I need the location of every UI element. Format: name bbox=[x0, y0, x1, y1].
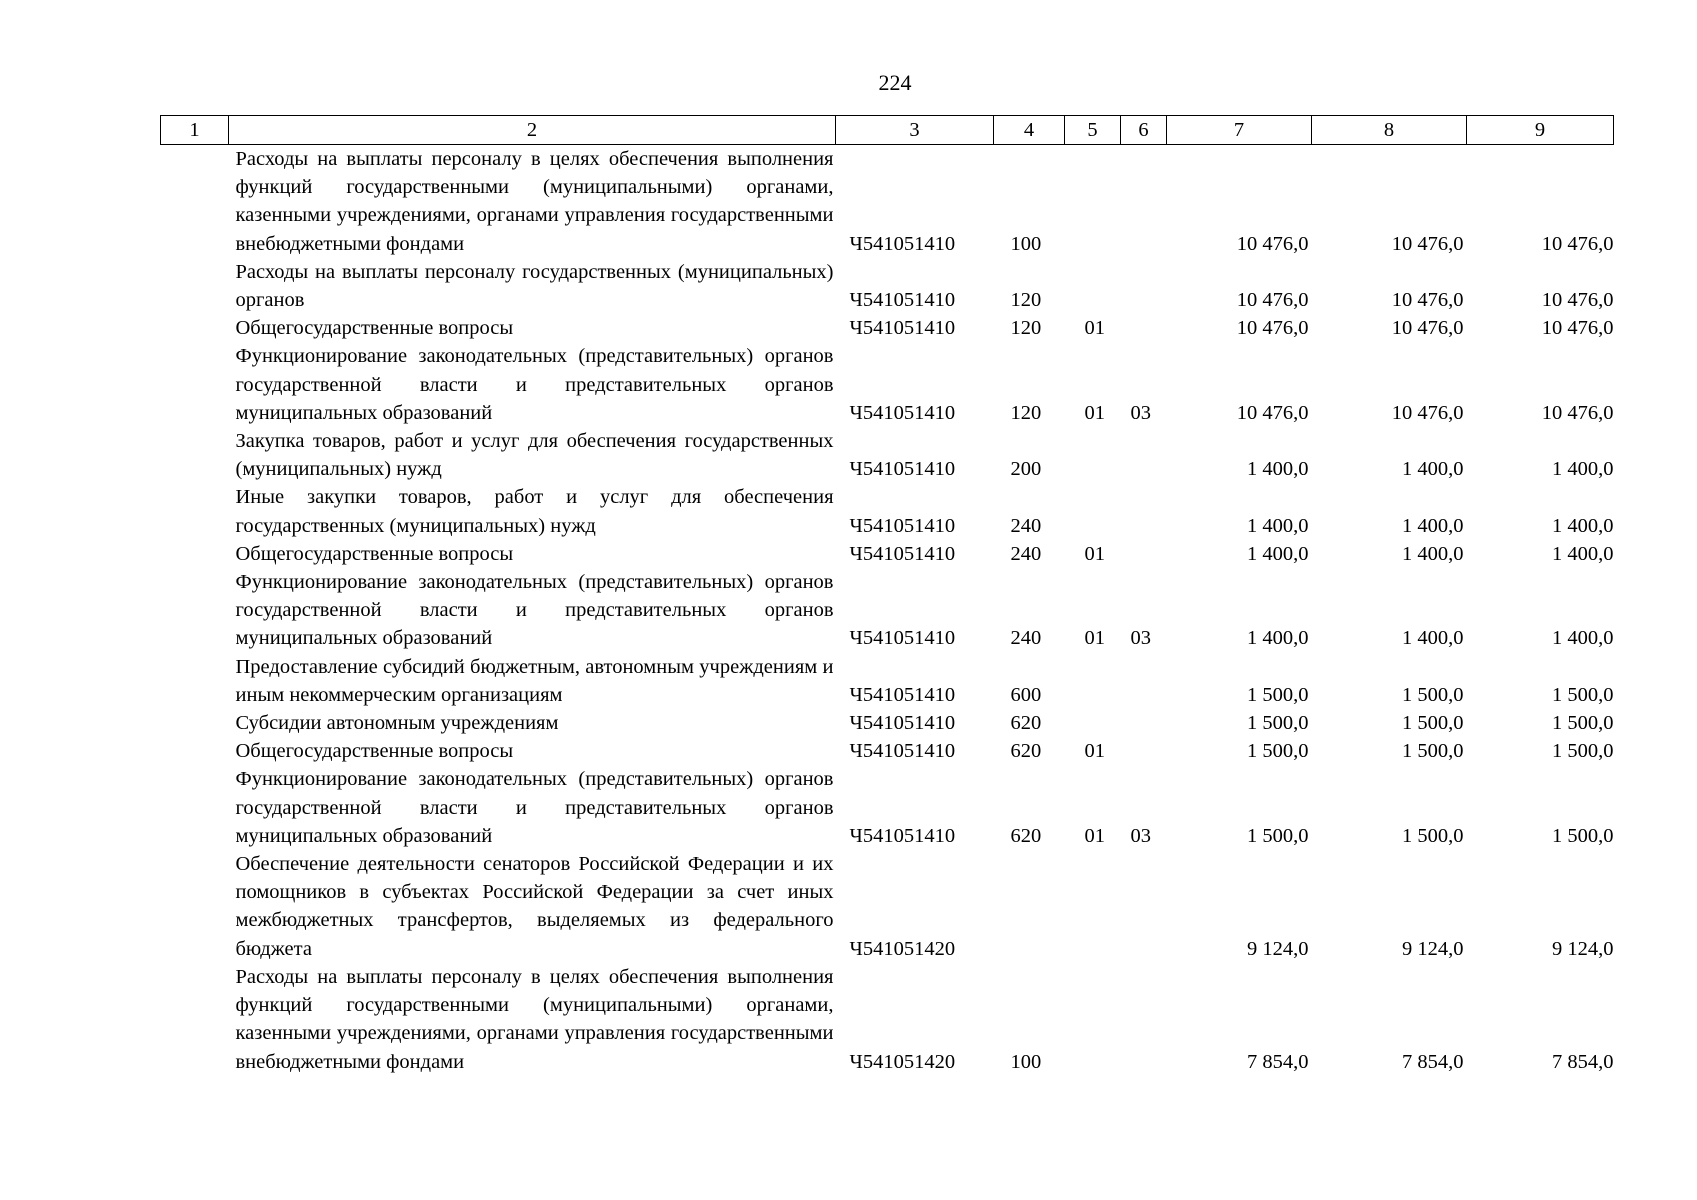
cell-blank bbox=[161, 258, 229, 314]
cell-name: Обеспечение деятельности сенаторов Российской Федерации и их помощников в субъектах Российской Федерации за счет иных межбюджетных трансфертов, выделяемых из федерального бюджета bbox=[235, 853, 834, 960]
cell-subsection bbox=[1121, 850, 1167, 963]
cell-blank bbox=[161, 427, 229, 483]
cell-expense-type: 620 bbox=[1010, 712, 1042, 735]
cell-amount-col9: 1 400,0 bbox=[1552, 458, 1614, 481]
cell-amount-col9: 10 476,0 bbox=[1541, 289, 1614, 312]
table-row bbox=[161, 963, 1614, 1076]
cell-subsection bbox=[1121, 540, 1167, 568]
header-row bbox=[161, 116, 1614, 145]
cell-amount-col7: 7 854,0 bbox=[1247, 1050, 1309, 1073]
cell-blank bbox=[161, 540, 229, 568]
table-row bbox=[161, 314, 1614, 342]
table-row bbox=[161, 540, 1614, 568]
cell-target-article: Ч541051420 bbox=[849, 937, 956, 960]
cell-amount-col9: 10 476,0 bbox=[1541, 401, 1614, 424]
cell-amount-col9: 7 854,0 bbox=[1552, 1050, 1614, 1073]
cell-subsection bbox=[1121, 709, 1167, 737]
cell-target-article: Ч541051410 bbox=[849, 317, 956, 340]
cell-subsection: 03 bbox=[1130, 824, 1151, 847]
cell-name: Субсидии автономным учреждениям bbox=[235, 712, 559, 735]
cell-subsection bbox=[1121, 963, 1167, 1076]
table-header bbox=[161, 116, 1614, 145]
cell-target-article: Ч541051410 bbox=[849, 824, 956, 847]
cell-name: Общегосударственные вопросы bbox=[235, 317, 514, 340]
cell-subsection: 03 bbox=[1130, 401, 1151, 424]
cell-subsection: 03 bbox=[1130, 627, 1151, 650]
header-col-3: 3 bbox=[836, 116, 994, 145]
cell-amount-col8: 10 476,0 bbox=[1391, 289, 1464, 312]
cell-blank bbox=[161, 568, 229, 653]
cell-blank bbox=[161, 483, 229, 539]
cell-target-article: Ч541051410 bbox=[849, 627, 956, 650]
cell-section bbox=[1065, 145, 1121, 258]
header-col-7: 7 bbox=[1167, 116, 1312, 145]
cell-section bbox=[1065, 709, 1121, 737]
cell-amount-col7: 10 476,0 bbox=[1236, 289, 1309, 312]
cell-amount-col8: 7 854,0 bbox=[1402, 1050, 1464, 1073]
table-row bbox=[161, 850, 1614, 963]
cell-expense-type bbox=[994, 850, 1065, 963]
cell-section bbox=[1065, 653, 1121, 709]
cell-target-article: Ч541051410 bbox=[849, 289, 956, 312]
cell-name: Предоставление субсидий бюджетным, автономным учреждениям и иным некоммерческим организациям bbox=[235, 655, 834, 706]
cell-subsection bbox=[1121, 427, 1167, 483]
cell-amount-col7: 10 476,0 bbox=[1236, 232, 1309, 255]
cell-expense-type: 120 bbox=[1010, 317, 1042, 340]
budget-table bbox=[160, 115, 1614, 1076]
cell-amount-col7: 1 400,0 bbox=[1247, 458, 1309, 481]
cell-expense-type: 620 bbox=[1010, 824, 1042, 847]
table-body bbox=[161, 145, 1614, 1076]
cell-name: Функционирование законодательных (представительных) органов государственной власти и представительных органов муниципальных образований bbox=[235, 768, 834, 847]
cell-blank bbox=[161, 653, 229, 709]
cell-amount-col8: 10 476,0 bbox=[1391, 401, 1464, 424]
cell-amount-col7: 1 500,0 bbox=[1247, 712, 1309, 735]
cell-section: 01 bbox=[1084, 740, 1105, 763]
header-col-1: 1 bbox=[161, 116, 229, 145]
cell-section: 01 bbox=[1084, 401, 1105, 424]
cell-name: Расходы на выплаты персоналу в целях обеспечения выполнения функций государственными (муниципальными) органами, казенными учреждениями, органами управления государственными внебюджетными фондами bbox=[235, 965, 834, 1073]
table-row bbox=[161, 653, 1614, 709]
cell-amount-col8: 1 400,0 bbox=[1402, 514, 1464, 537]
cell-blank bbox=[161, 314, 229, 342]
cell-subsection bbox=[1121, 653, 1167, 709]
table-row bbox=[161, 737, 1614, 765]
cell-expense-type: 100 bbox=[1010, 1050, 1042, 1073]
cell-amount-col9: 10 476,0 bbox=[1541, 232, 1614, 255]
cell-amount-col7: 1 500,0 bbox=[1247, 824, 1309, 847]
cell-amount-col9: 1 500,0 bbox=[1552, 712, 1614, 735]
cell-blank bbox=[161, 145, 229, 258]
cell-target-article: Ч541051410 bbox=[849, 712, 956, 735]
cell-blank bbox=[161, 342, 229, 427]
table-row bbox=[161, 258, 1614, 314]
cell-subsection bbox=[1121, 314, 1167, 342]
cell-section: 01 bbox=[1084, 317, 1105, 340]
cell-amount-col9: 1 400,0 bbox=[1552, 514, 1614, 537]
cell-amount-col8: 9 124,0 bbox=[1402, 937, 1464, 960]
cell-target-article: Ч541051410 bbox=[849, 542, 956, 565]
cell-blank bbox=[161, 709, 229, 737]
cell-amount-col9: 1 400,0 bbox=[1552, 627, 1614, 650]
cell-name: Расходы на выплаты персоналу в целях обеспечения выполнения функций государственными (муниципальными) органами, казенными учреждениями, органами управления государственными внебюджетными фондами bbox=[235, 148, 834, 255]
cell-amount-col8: 1 500,0 bbox=[1402, 683, 1464, 706]
cell-expense-type: 120 bbox=[1010, 289, 1042, 312]
cell-name: Иные закупки товаров, работ и услуг для обеспечения государственных (муниципальных) нужд bbox=[235, 486, 834, 537]
table-row bbox=[161, 145, 1614, 258]
header-col-5: 5 bbox=[1065, 116, 1121, 145]
cell-amount-col9: 1 500,0 bbox=[1552, 683, 1614, 706]
cell-expense-type: 240 bbox=[1010, 627, 1042, 650]
cell-amount-col9: 1 500,0 bbox=[1552, 740, 1614, 763]
cell-target-article: Ч541051410 bbox=[849, 683, 956, 706]
cell-amount-col8: 1 500,0 bbox=[1402, 712, 1464, 735]
table-row bbox=[161, 342, 1614, 427]
cell-amount-col7: 1 400,0 bbox=[1247, 542, 1309, 565]
cell-target-article: Ч541051420 bbox=[849, 1050, 956, 1073]
cell-amount-col7: 1 400,0 bbox=[1247, 514, 1309, 537]
cell-amount-col7: 9 124,0 bbox=[1247, 937, 1309, 960]
cell-expense-type: 100 bbox=[1010, 232, 1042, 255]
cell-amount-col8: 1 400,0 bbox=[1402, 627, 1464, 650]
page-number: 224 bbox=[878, 70, 912, 95]
table-row bbox=[161, 427, 1614, 483]
cell-section: 01 bbox=[1084, 824, 1105, 847]
cell-amount-col8: 1 500,0 bbox=[1402, 740, 1464, 763]
cell-amount-col9: 9 124,0 bbox=[1552, 937, 1614, 960]
cell-target-article: Ч541051410 bbox=[849, 740, 956, 763]
cell-target-article: Ч541051410 bbox=[849, 232, 956, 255]
cell-target-article: Ч541051410 bbox=[849, 514, 956, 537]
header-col-2: 2 bbox=[229, 116, 836, 145]
cell-name: Функционирование законодательных (представительных) органов государственной власти и представительных органов муниципальных образований bbox=[235, 571, 834, 650]
cell-expense-type: 240 bbox=[1010, 542, 1042, 565]
cell-amount-col9: 10 476,0 bbox=[1541, 317, 1614, 340]
cell-section bbox=[1065, 427, 1121, 483]
cell-section bbox=[1065, 258, 1121, 314]
cell-amount-col8: 10 476,0 bbox=[1391, 317, 1464, 340]
cell-name: Общегосударственные вопросы bbox=[235, 542, 514, 565]
cell-section bbox=[1065, 963, 1121, 1076]
cell-amount-col9: 1 500,0 bbox=[1552, 824, 1614, 847]
cell-target-article: Ч541051410 bbox=[849, 401, 956, 424]
cell-subsection bbox=[1121, 258, 1167, 314]
header-col-9: 9 bbox=[1467, 116, 1614, 145]
cell-amount-col7: 10 476,0 bbox=[1236, 401, 1309, 424]
cell-amount-col8: 1 500,0 bbox=[1402, 824, 1464, 847]
cell-amount-col7: 1 500,0 bbox=[1247, 740, 1309, 763]
header-col-6: 6 bbox=[1121, 116, 1167, 145]
cell-section: 01 bbox=[1084, 542, 1105, 565]
header-col-8: 8 bbox=[1312, 116, 1467, 145]
cell-name: Закупка товаров, работ и услуг для обеспечения государственных (муниципальных) нужд bbox=[235, 430, 834, 481]
cell-amount-col8: 1 400,0 bbox=[1402, 542, 1464, 565]
cell-name: Общегосударственные вопросы bbox=[235, 740, 514, 763]
table-row bbox=[161, 483, 1614, 539]
table-row bbox=[161, 568, 1614, 653]
cell-blank bbox=[161, 850, 229, 963]
cell-amount-col9: 1 400,0 bbox=[1552, 542, 1614, 565]
cell-subsection bbox=[1121, 483, 1167, 539]
table-row bbox=[161, 765, 1614, 850]
cell-section: 01 bbox=[1084, 627, 1105, 650]
cell-expense-type: 600 bbox=[1010, 683, 1042, 706]
cell-name: Функционирование законодательных (представительных) органов государственной власти и представительных органов муниципальных образований bbox=[235, 345, 834, 424]
cell-section bbox=[1065, 850, 1121, 963]
cell-subsection bbox=[1121, 145, 1167, 258]
cell-amount-col8: 10 476,0 bbox=[1391, 232, 1464, 255]
cell-blank bbox=[161, 963, 229, 1076]
cell-amount-col7: 1 400,0 bbox=[1247, 627, 1309, 650]
cell-amount-col7: 10 476,0 bbox=[1236, 317, 1309, 340]
cell-expense-type: 120 bbox=[1010, 401, 1042, 424]
cell-expense-type: 620 bbox=[1010, 740, 1042, 763]
table-row bbox=[161, 709, 1614, 737]
cell-section bbox=[1065, 483, 1121, 539]
cell-expense-type: 200 bbox=[1010, 458, 1042, 481]
cell-blank bbox=[161, 737, 229, 765]
cell-subsection bbox=[1121, 737, 1167, 765]
header-col-4: 4 bbox=[994, 116, 1065, 145]
cell-amount-col7: 1 500,0 bbox=[1247, 683, 1309, 706]
cell-blank bbox=[161, 765, 229, 850]
cell-name: Расходы на выплаты персоналу государственных (муниципальных) органов bbox=[235, 260, 834, 312]
cell-target-article: Ч541051410 bbox=[849, 458, 956, 481]
cell-amount-col8: 1 400,0 bbox=[1402, 458, 1464, 481]
cell-expense-type: 240 bbox=[1010, 514, 1042, 537]
